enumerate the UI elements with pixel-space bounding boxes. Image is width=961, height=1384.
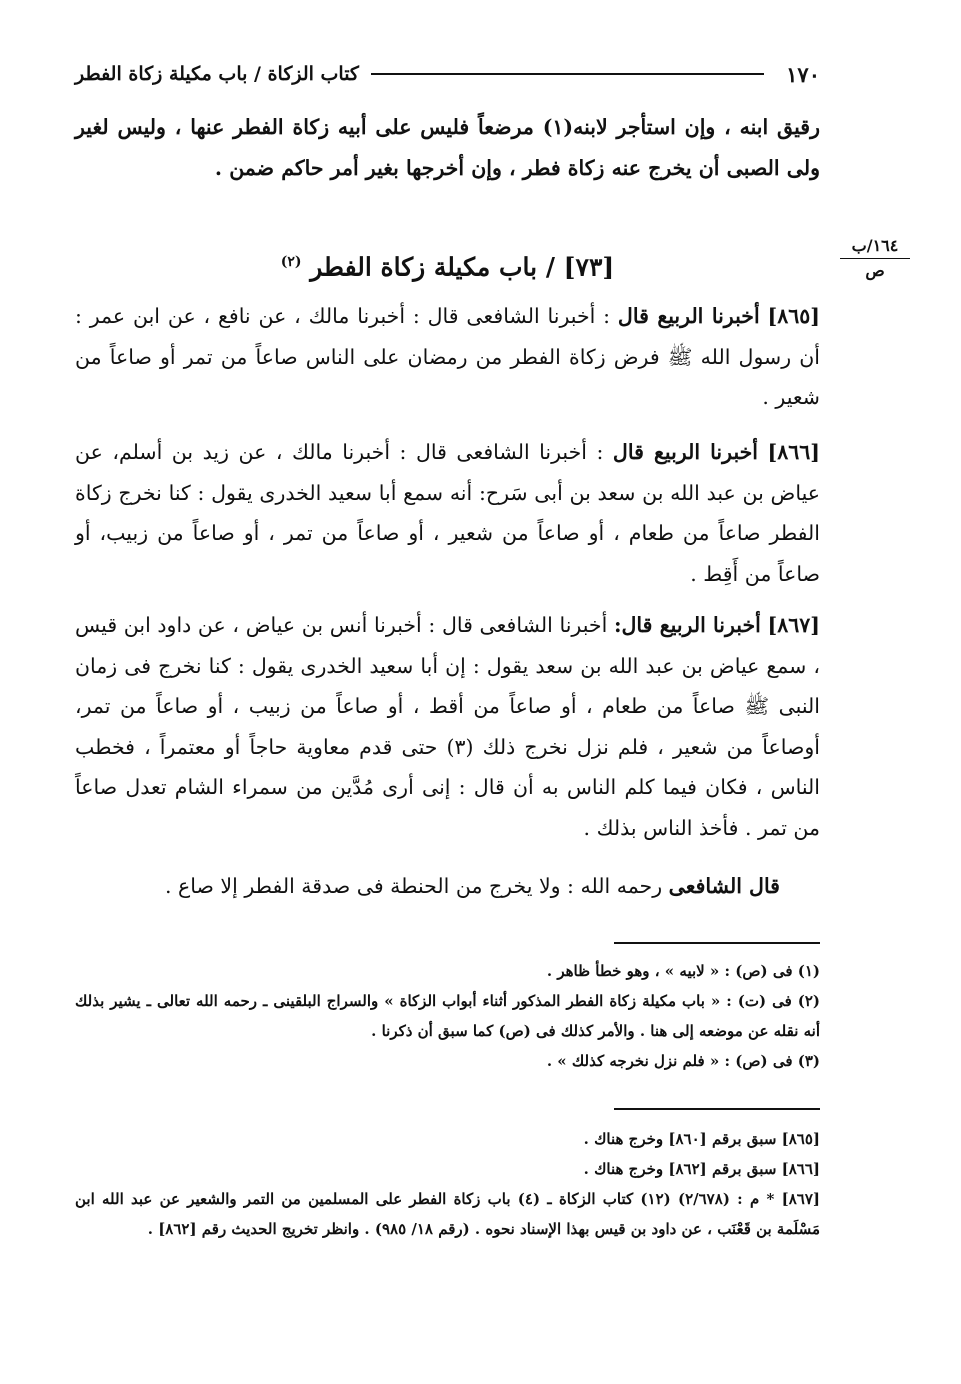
page-header — [75, 56, 820, 92]
chapter-number: [٧٣] — [563, 252, 615, 282]
shafii-statement — [75, 866, 820, 907]
hadith-text: أخبرنا الشافعى قال : أخبرنا أنس بن عياض ، عن داود ابن قيس ، سمع عياض بن عبد الله بن سعد يقول : إن أبا سعيد الخدرى يقول : كنا نخرج فى زمان النبى ﷺ صاعاً من طعام ، أو صاعاً من أقط ، أو صاعاً من زبيب ، أو صاعاً من تمر، أوصاعاً من شعير ، فلم نزل نخرج ذلك (٣) حتى قدم معاوية حاجاً أو معتمراً ، فخطب الناس ، فكان فيما كلم الناس به أن قال : إنى أرى مُدَّين من سمراء الشام تعدل صاعاً من تمر . فأخذ الناس بذلك . — [75, 613, 820, 840]
footnote-1: (١) فى (ص) : « لابيه » ، وهو خطأ ظاهر . — [546, 962, 820, 980]
folio-number: ١٦٤/ب — [840, 236, 910, 259]
takhrij-865: [٨٦٥] سبق برقم [٨٦٠] وخرج هناك . — [583, 1130, 820, 1148]
page-number: ١٧٠ — [786, 61, 820, 87]
takhrij-866: [٨٦٦] سبق برقم [٨٦٢] وخرج هناك . — [583, 1160, 820, 1178]
hadith-lead: أخبرنا الربيع قال — [612, 440, 758, 464]
footnote-3: (٣) فى (ص) : « فلم نزل نخرجه كذلك » . — [546, 1052, 820, 1070]
footnote-separator — [614, 942, 820, 944]
chapter-heading — [75, 240, 820, 289]
chapter-footnote-ref: (٢) — [280, 254, 302, 270]
running-title: كتاب الزكاة / باب مكيلة زكاة الفطر — [75, 63, 359, 85]
hadith-lead: أخبرنا الربيع قال — [617, 304, 760, 328]
hadith-867 — [75, 605, 820, 848]
footnotes — [75, 956, 820, 1076]
hadith-number: [٨٦٧] — [767, 613, 820, 637]
manuscript-siglum: ص — [865, 261, 885, 280]
hadith-text: : أخبرنا الشافعى قال : أخبرنا مالك ، عن نافع ، عن ابن عمر : أن رسول الله ﷺ فرض زكاة الفطر من رمضان على الناس صاعاً من تمر أو صاعاً من شعير . — [75, 304, 820, 409]
manuscript-folio-note — [840, 236, 910, 281]
takhrij-separator — [614, 1108, 820, 1110]
chapter-title: / باب مكيلة زكاة الفطر — [310, 252, 555, 282]
shafii-lead: قال الشافعى — [668, 874, 780, 898]
takhrij-867: [٨٦٧] * م : (٢/٦٧٨) (١٢) كتاب الزكاة ـ (٤) باب زكاة الفطر على المسلمين من التمر والشعير عن عبد الله ابن مَسْلَمة بن قَعْنَب ، عن داود بن قيس بهذا الإسناد نحوه . (رقم ١٨/ ٩٨٥) . وانظر تخريج الحديث رقم [٨٦٢] . — [75, 1190, 820, 1238]
hadith-number: [٨٦٦] — [767, 440, 820, 464]
hadith-865 — [75, 296, 820, 418]
shafii-text: رحمه الله : ولا يخرج من الحنطة فى صدقة الفطر إلا صاع . — [164, 874, 663, 898]
footnote-2: (٢) فى (ت) : « باب مكيلة زكاة الفطر المذكور أثناء أبواب الزكاة » والسراج البلقينى ـ رحمه الله تعالى ـ يشير بذلك أنه نقله عن موضعه إلى هنا . والأمر كذلك فى (ص) كما سبق أن ذكرنا . — [75, 992, 820, 1040]
takhrij-notes — [75, 1124, 820, 1244]
hadith-866 — [75, 432, 820, 594]
header-rule — [371, 73, 764, 75]
hadith-lead: أخبرنا الربيع قال: — [613, 613, 761, 637]
hadith-text: : أخبرنا الشافعى قال : أخبرنا مالك ، عن زيد بن أسلم، عن عياض بن عبد الله بن سعد بن أبى سَرح: أنه سمع أبا سعيد الخدرى يقول : كنا نخرج زكاة الفطر صاعاً من طعام ، أو صاعاً من شعير ، أو صاعاً من تمر ، أو صاعاً من زبيب، أو صاعاً من أَقِط . — [75, 440, 820, 586]
intro-paragraph: رقيق ابنه ، وإن استأجر لابنه(١) مرضعاً فليس على أبيه زكاة الفطر عنها ، وليس لغير ولى الصبى أن يخرج عنه زكاة فطر ، وإن أخرجها بغير أمر حاكم ضمن . — [75, 115, 820, 180]
hadith-number: [٨٦٥] — [767, 304, 820, 328]
